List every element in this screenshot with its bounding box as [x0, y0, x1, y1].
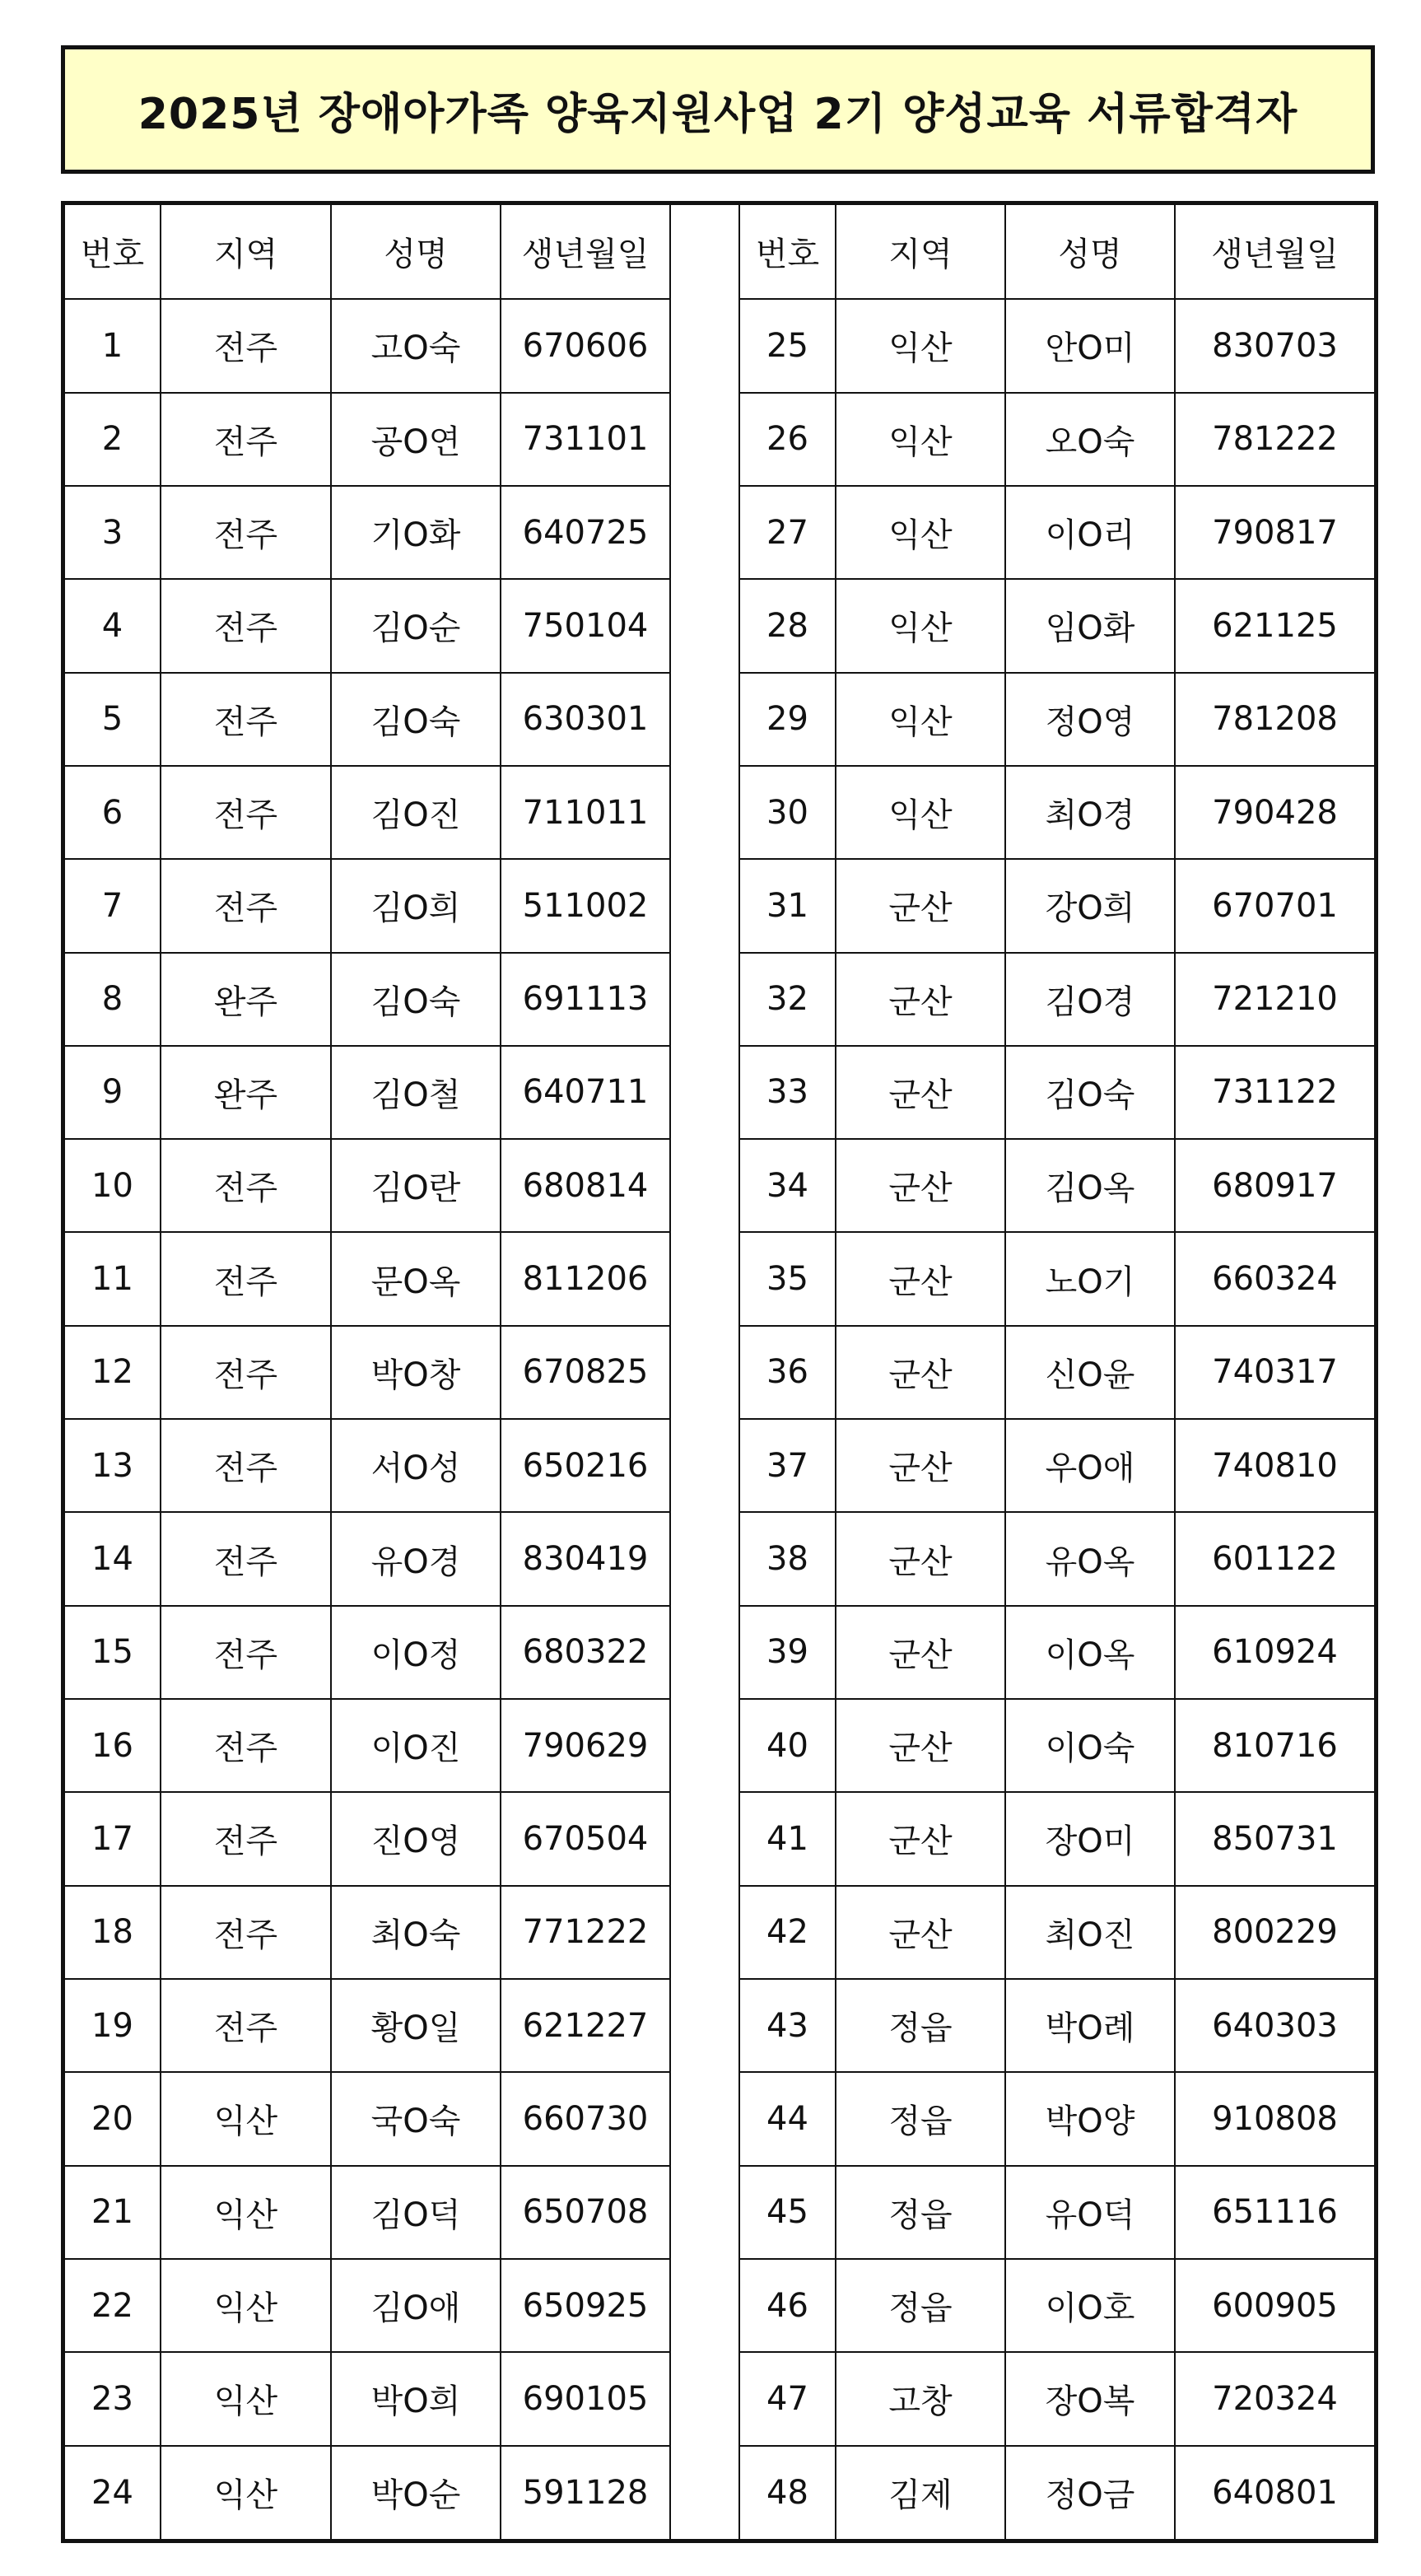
column-gap — [670, 2072, 739, 2165]
cell-region: 익산 — [161, 2352, 331, 2445]
cell-no: 17 — [65, 1792, 161, 1885]
cell-region: 전주 — [161, 1232, 331, 1325]
table-row — [65, 2446, 1374, 2540]
cell-region: 익산 — [836, 299, 1005, 392]
cell-region: 전주 — [161, 1606, 331, 1699]
cell-name: 장O미 — [1005, 1792, 1175, 1885]
cell-birth: 610924 — [1175, 1606, 1374, 1699]
cell-name: 이O진 — [331, 1699, 501, 1792]
column-gap — [670, 1699, 739, 1792]
cell-name: 이O옥 — [1005, 1606, 1175, 1699]
cell-birth: 781222 — [1175, 393, 1374, 486]
cell-birth: 670701 — [1175, 859, 1374, 952]
column-gap — [670, 1792, 739, 1885]
cell-birth: 630301 — [501, 673, 670, 766]
cell-name: 최O경 — [1005, 766, 1175, 859]
cell-no: 8 — [65, 953, 161, 1046]
cell-region: 전주 — [161, 393, 331, 486]
cell-birth: 511002 — [501, 859, 670, 952]
cell-birth: 850731 — [1175, 1792, 1374, 1885]
cell-birth: 771222 — [501, 1886, 670, 1979]
cell-birth: 811206 — [501, 1232, 670, 1325]
table-row — [65, 2166, 1374, 2259]
cell-region: 군산 — [836, 859, 1005, 952]
cell-birth: 790629 — [501, 1699, 670, 1792]
header-no: 번호 — [65, 205, 161, 299]
title-banner — [61, 45, 1375, 174]
cell-name: 정O영 — [1005, 673, 1175, 766]
header-region: 지역 — [836, 205, 1005, 299]
cell-no: 44 — [739, 2072, 836, 2165]
cell-no: 28 — [739, 579, 836, 672]
cell-region: 전주 — [161, 1792, 331, 1885]
cell-birth: 731122 — [1175, 1046, 1374, 1139]
cell-no: 6 — [65, 766, 161, 859]
table-row — [65, 1792, 1374, 1885]
cell-region: 전주 — [161, 1512, 331, 1605]
cell-name: 김O옥 — [1005, 1139, 1175, 1232]
cell-name: 공O연 — [331, 393, 501, 486]
cell-name: 김O희 — [331, 859, 501, 952]
cell-no: 21 — [65, 2166, 161, 2259]
cell-no: 38 — [739, 1512, 836, 1605]
table-row — [65, 1139, 1374, 1232]
column-gap — [670, 1512, 739, 1605]
column-gap — [670, 2259, 739, 2352]
column-gap — [670, 1886, 739, 1979]
cell-region: 김제 — [836, 2446, 1005, 2540]
cell-no: 35 — [739, 1232, 836, 1325]
cell-birth: 680322 — [501, 1606, 670, 1699]
cell-region: 정읍 — [836, 2259, 1005, 2352]
table-row — [65, 299, 1374, 392]
table-row — [65, 1419, 1374, 1512]
cell-no: 15 — [65, 1606, 161, 1699]
cell-region: 고창 — [836, 2352, 1005, 2445]
cell-name: 오O숙 — [1005, 393, 1175, 486]
cell-name: 김O순 — [331, 579, 501, 672]
cell-region: 익산 — [161, 2259, 331, 2352]
cell-no: 24 — [65, 2446, 161, 2540]
cell-no: 30 — [739, 766, 836, 859]
cell-birth: 800229 — [1175, 1886, 1374, 1979]
cell-birth: 600905 — [1175, 2259, 1374, 2352]
column-gap — [670, 1979, 739, 2072]
cell-name: 이O정 — [331, 1606, 501, 1699]
cell-name: 강O희 — [1005, 859, 1175, 952]
cell-no: 37 — [739, 1419, 836, 1512]
cell-no: 27 — [739, 486, 836, 579]
cell-name: 김O경 — [1005, 953, 1175, 1046]
cell-birth: 790428 — [1175, 766, 1374, 859]
cell-no: 9 — [65, 1046, 161, 1139]
header-birth: 생년월일 — [1175, 205, 1374, 299]
column-gap — [670, 2166, 739, 2259]
cell-no: 46 — [739, 2259, 836, 2352]
cell-name: 박O례 — [1005, 1979, 1175, 2072]
cell-no: 23 — [65, 2352, 161, 2445]
cell-no: 2 — [65, 393, 161, 486]
cell-region: 군산 — [836, 1512, 1005, 1605]
cell-birth: 640801 — [1175, 2446, 1374, 2540]
cell-name: 김O란 — [331, 1139, 501, 1232]
cell-no: 11 — [65, 1232, 161, 1325]
cell-no: 14 — [65, 1512, 161, 1605]
cell-name: 안O미 — [1005, 299, 1175, 392]
cell-name: 김O덕 — [331, 2166, 501, 2259]
column-gap — [670, 859, 739, 952]
column-gap — [670, 953, 739, 1046]
cell-birth: 910808 — [1175, 2072, 1374, 2165]
cell-name: 김O진 — [331, 766, 501, 859]
cell-region: 군산 — [836, 1139, 1005, 1232]
cell-name: 진O영 — [331, 1792, 501, 1885]
cell-name: 유O경 — [331, 1512, 501, 1605]
cell-region: 전주 — [161, 859, 331, 952]
cell-birth: 640303 — [1175, 1979, 1374, 2072]
cell-region: 군산 — [836, 953, 1005, 1046]
cell-birth: 740317 — [1175, 1326, 1374, 1419]
table-row — [65, 2352, 1374, 2445]
cell-region: 전주 — [161, 1139, 331, 1232]
cell-no: 42 — [739, 1886, 836, 1979]
cell-region: 전주 — [161, 299, 331, 392]
cell-birth: 740810 — [1175, 1419, 1374, 1512]
cell-name: 박O창 — [331, 1326, 501, 1419]
table-row — [65, 2259, 1374, 2352]
cell-birth: 670504 — [501, 1792, 670, 1885]
cell-region: 익산 — [836, 579, 1005, 672]
cell-region: 완주 — [161, 953, 331, 1046]
cell-birth: 660324 — [1175, 1232, 1374, 1325]
cell-birth: 720324 — [1175, 2352, 1374, 2445]
cell-name: 정O금 — [1005, 2446, 1175, 2540]
cell-region: 완주 — [161, 1046, 331, 1139]
cell-name: 임O화 — [1005, 579, 1175, 672]
cell-region: 군산 — [836, 1046, 1005, 1139]
table-row — [65, 1512, 1374, 1605]
cell-region: 군산 — [836, 1886, 1005, 1979]
cell-region: 전주 — [161, 766, 331, 859]
cell-no: 12 — [65, 1326, 161, 1419]
cell-birth: 670825 — [501, 1326, 670, 1419]
cell-no: 40 — [739, 1699, 836, 1792]
page-title: 2025년 장애아가족 양육지원사업 2기 양성교육 서류합격자 — [137, 89, 1298, 139]
table-row — [65, 1326, 1374, 1419]
column-gap — [670, 579, 739, 672]
table-row — [65, 673, 1374, 766]
table-row — [65, 2072, 1374, 2165]
cell-no: 34 — [739, 1139, 836, 1232]
cell-region: 익산 — [161, 2072, 331, 2165]
cell-name: 장O복 — [1005, 2352, 1175, 2445]
cell-name: 박O순 — [331, 2446, 501, 2540]
cell-no: 25 — [739, 299, 836, 392]
cell-region: 전주 — [161, 1699, 331, 1792]
cell-no: 47 — [739, 2352, 836, 2445]
cell-birth: 640711 — [501, 1046, 670, 1139]
cell-name: 김O숙 — [1005, 1046, 1175, 1139]
cell-birth: 830419 — [501, 1512, 670, 1605]
column-gap — [670, 486, 739, 579]
column-gap — [670, 393, 739, 486]
cell-name: 국O숙 — [331, 2072, 501, 2165]
header-row — [65, 205, 1374, 299]
cell-region: 정읍 — [836, 1979, 1005, 2072]
cell-region: 익산 — [836, 766, 1005, 859]
cell-name: 김O애 — [331, 2259, 501, 2352]
cell-birth: 790817 — [1175, 486, 1374, 579]
cell-no: 45 — [739, 2166, 836, 2259]
cell-no: 36 — [739, 1326, 836, 1419]
cell-name: 이O숙 — [1005, 1699, 1175, 1792]
cell-birth: 680917 — [1175, 1139, 1374, 1232]
cell-region: 군산 — [836, 1606, 1005, 1699]
cell-region: 익산 — [836, 673, 1005, 766]
cell-birth: 640725 — [501, 486, 670, 579]
column-gap — [670, 1232, 739, 1325]
cell-no: 5 — [65, 673, 161, 766]
cell-birth: 721210 — [1175, 953, 1374, 1046]
cell-name: 노O기 — [1005, 1232, 1175, 1325]
table-row — [65, 953, 1374, 1046]
cell-no: 41 — [739, 1792, 836, 1885]
table-row — [65, 393, 1374, 486]
cell-name: 이O리 — [1005, 486, 1175, 579]
cell-region: 군산 — [836, 1792, 1005, 1885]
cell-name: 황O일 — [331, 1979, 501, 2072]
cell-region: 정읍 — [836, 2072, 1005, 2165]
cell-name: 박O희 — [331, 2352, 501, 2445]
roster-grid — [65, 205, 1374, 2539]
cell-no: 13 — [65, 1419, 161, 1512]
cell-no: 31 — [739, 859, 836, 952]
cell-no: 43 — [739, 1979, 836, 2072]
cell-region: 전주 — [161, 486, 331, 579]
cell-region: 군산 — [836, 1326, 1005, 1419]
cell-name: 김O철 — [331, 1046, 501, 1139]
cell-birth: 650925 — [501, 2259, 670, 2352]
cell-birth: 731101 — [501, 393, 670, 486]
cell-name: 신O윤 — [1005, 1326, 1175, 1419]
cell-birth: 591128 — [501, 2446, 670, 2540]
cell-region: 군산 — [836, 1232, 1005, 1325]
header-no: 번호 — [739, 205, 836, 299]
table-row — [65, 766, 1374, 859]
cell-region: 전주 — [161, 1979, 331, 2072]
cell-birth: 660730 — [501, 2072, 670, 2165]
cell-region: 군산 — [836, 1699, 1005, 1792]
cell-name: 최O숙 — [331, 1886, 501, 1979]
column-gap — [670, 1139, 739, 1232]
cell-name: 서O성 — [331, 1419, 501, 1512]
cell-name: 최O진 — [1005, 1886, 1175, 1979]
cell-region: 익산 — [836, 486, 1005, 579]
cell-no: 20 — [65, 2072, 161, 2165]
table-row — [65, 486, 1374, 579]
column-gap — [670, 299, 739, 392]
cell-region: 정읍 — [836, 2166, 1005, 2259]
cell-no: 29 — [739, 673, 836, 766]
cell-birth: 651116 — [1175, 2166, 1374, 2259]
cell-no: 1 — [65, 299, 161, 392]
cell-region: 군산 — [836, 1419, 1005, 1512]
cell-name: 김O숙 — [331, 953, 501, 1046]
cell-no: 48 — [739, 2446, 836, 2540]
roster-table — [61, 201, 1378, 2543]
table-row — [65, 1046, 1374, 1139]
table-row — [65, 1979, 1374, 2072]
cell-name: 유O옥 — [1005, 1512, 1175, 1605]
cell-birth: 690105 — [501, 2352, 670, 2445]
column-gap — [670, 2446, 739, 2540]
cell-birth: 670606 — [501, 299, 670, 392]
cell-birth: 750104 — [501, 579, 670, 672]
cell-no: 22 — [65, 2259, 161, 2352]
cell-birth: 810716 — [1175, 1699, 1374, 1792]
cell-birth: 711011 — [501, 766, 670, 859]
table-row — [65, 579, 1374, 672]
cell-no: 7 — [65, 859, 161, 952]
header-region: 지역 — [161, 205, 331, 299]
cell-region: 익산 — [161, 2166, 331, 2259]
cell-birth: 650216 — [501, 1419, 670, 1512]
roster-body — [65, 205, 1374, 2539]
cell-birth: 781208 — [1175, 673, 1374, 766]
table-row — [65, 1606, 1374, 1699]
cell-region: 익산 — [161, 2446, 331, 2540]
cell-region: 전주 — [161, 1419, 331, 1512]
header-name: 성명 — [331, 205, 501, 299]
cell-no: 18 — [65, 1886, 161, 1979]
cell-region: 전주 — [161, 1886, 331, 1979]
cell-birth: 830703 — [1175, 299, 1374, 392]
cell-region: 익산 — [836, 393, 1005, 486]
table-row — [65, 1699, 1374, 1792]
cell-name: 이O호 — [1005, 2259, 1175, 2352]
column-gap — [670, 673, 739, 766]
cell-name: 유O덕 — [1005, 2166, 1175, 2259]
cell-name: 김O숙 — [331, 673, 501, 766]
cell-no: 26 — [739, 393, 836, 486]
cell-birth: 601122 — [1175, 1512, 1374, 1605]
cell-name: 기O화 — [331, 486, 501, 579]
table-row — [65, 859, 1374, 952]
cell-no: 4 — [65, 579, 161, 672]
cell-birth: 680814 — [501, 1139, 670, 1232]
column-gap — [670, 1606, 739, 1699]
cell-no: 32 — [739, 953, 836, 1046]
column-gap — [670, 1419, 739, 1512]
cell-no: 19 — [65, 1979, 161, 2072]
cell-name: 문O옥 — [331, 1232, 501, 1325]
cell-birth: 691113 — [501, 953, 670, 1046]
column-gap — [670, 1046, 739, 1139]
header-birth: 생년월일 — [501, 205, 670, 299]
cell-no: 33 — [739, 1046, 836, 1139]
cell-name: 우O애 — [1005, 1419, 1175, 1512]
cell-name: 박O양 — [1005, 2072, 1175, 2165]
cell-birth: 621227 — [501, 1979, 670, 2072]
table-row — [65, 1232, 1374, 1325]
header-name: 성명 — [1005, 205, 1175, 299]
cell-no: 16 — [65, 1699, 161, 1792]
cell-birth: 621125 — [1175, 579, 1374, 672]
cell-region: 전주 — [161, 1326, 331, 1419]
table-row — [65, 1886, 1374, 1979]
cell-region: 전주 — [161, 673, 331, 766]
cell-no: 10 — [65, 1139, 161, 1232]
cell-name: 고O숙 — [331, 299, 501, 392]
cell-no: 3 — [65, 486, 161, 579]
cell-birth: 650708 — [501, 2166, 670, 2259]
column-gap — [670, 766, 739, 859]
column-gap — [670, 2352, 739, 2445]
cell-region: 전주 — [161, 579, 331, 672]
column-gap — [670, 205, 739, 299]
column-gap — [670, 1326, 739, 1419]
cell-no: 39 — [739, 1606, 836, 1699]
